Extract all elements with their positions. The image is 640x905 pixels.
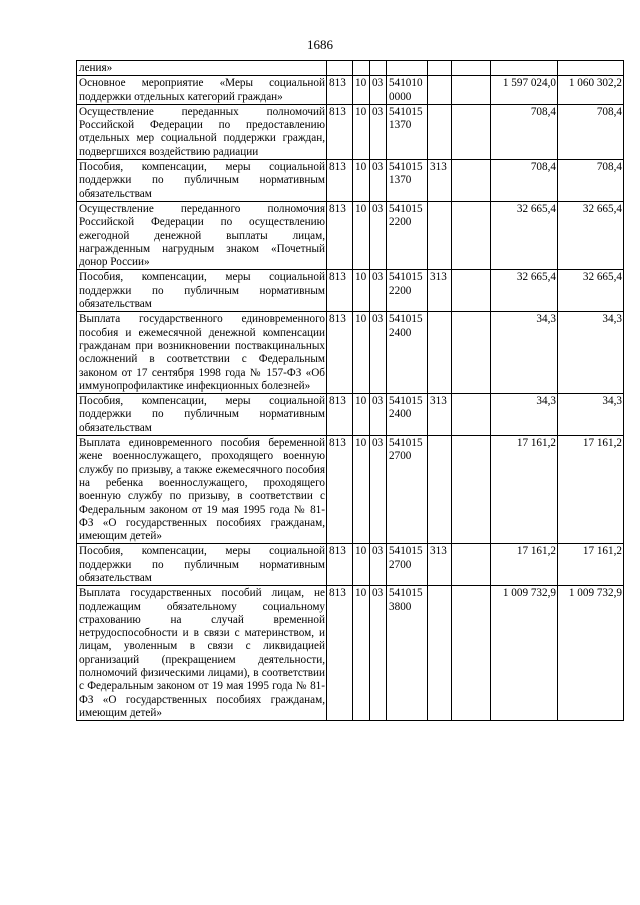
- row-sum-year2: 1 009 732,9: [558, 586, 624, 721]
- row-section-code: 10: [353, 201, 370, 269]
- row-ministry-code: 813: [327, 76, 353, 105]
- row-subsection-code: 03: [370, 160, 387, 202]
- table-row: [77, 201, 624, 269]
- row-ministry-code: [327, 61, 353, 76]
- row-empty-cell: [452, 201, 491, 269]
- table-body: [77, 61, 624, 721]
- row-sum-year2: [558, 61, 624, 76]
- table-row: [77, 160, 624, 202]
- row-sum-year1: 17 161,2: [491, 544, 558, 586]
- row-empty-cell: [452, 61, 491, 76]
- row-sum-year1: 34,3: [491, 394, 558, 436]
- row-sum-year1: 1 009 732,9: [491, 586, 558, 721]
- row-sum-year1: 1 597 024,0: [491, 76, 558, 105]
- row-target-code-part1: 541015: [389, 395, 423, 408]
- row-target-code-part1: 541015: [389, 437, 423, 450]
- row-ministry-code: 813: [327, 436, 353, 544]
- row-sum-year2: 708,4: [558, 104, 624, 159]
- row-empty-cell: [452, 544, 491, 586]
- table-row: [77, 586, 624, 721]
- row-target-code-part2: 2700: [389, 450, 412, 463]
- row-section-code: 10: [353, 544, 370, 586]
- row-empty-cell: [452, 586, 491, 721]
- table-row: [77, 61, 624, 76]
- row-name: Осуществление переданных полномочий Российской Федерации по предоставлению отдельных мер социальной поддержки граждан, подвергшихся воздействию радиации: [77, 104, 327, 159]
- row-sum-year2: 34,3: [558, 312, 624, 394]
- row-target-code: [387, 586, 428, 721]
- row-target-code-part1: 541015: [389, 202, 423, 215]
- table-row: [77, 436, 624, 544]
- row-expense-type: 313: [428, 394, 452, 436]
- row-expense-type: [428, 436, 452, 544]
- row-sum-year2: 1 060 302,2: [558, 76, 624, 105]
- row-target-code-part2: 0000: [389, 90, 412, 103]
- row-empty-cell: [452, 394, 491, 436]
- row-sum-year1: 708,4: [491, 104, 558, 159]
- row-section-code: 10: [353, 270, 370, 312]
- row-ministry-code: 813: [327, 312, 353, 394]
- row-name: Пособия, компенсации, меры социальной поддержки по публичным нормативным обязательствам: [77, 544, 327, 586]
- row-section-code: [353, 61, 370, 76]
- row-expense-type: [428, 61, 452, 76]
- row-sum-year1: 34,3: [491, 312, 558, 394]
- row-target-code: [387, 312, 428, 394]
- row-sum-year2: 32 665,4: [558, 201, 624, 269]
- row-empty-cell: [452, 436, 491, 544]
- row-sum-year2: 17 161,2: [558, 544, 624, 586]
- row-empty-cell: [452, 312, 491, 394]
- row-name: Выплата государственных пособий лицам, не подлежащим обязательному социальному страхованию на случай временной нетрудоспособности и в связи с материнством, и лицам, уволенным в связи с ликвидацией организаций (прекращением деятельности, полномочий физическими лицами), в соответствии с Федеральным законом от 19 мая 1995 года № 81-ФЗ «О государственных пособиях гражданам, имеющим детей»: [77, 586, 327, 721]
- row-subsection-code: 03: [370, 76, 387, 105]
- row-target-code: [387, 394, 428, 436]
- row-subsection-code: 03: [370, 104, 387, 159]
- table-row: [77, 104, 624, 159]
- row-sum-year2: 17 161,2: [558, 436, 624, 544]
- row-target-code-part1: 541015: [389, 545, 423, 558]
- row-sum-year2: 32 665,4: [558, 270, 624, 312]
- row-sum-year1: 17 161,2: [491, 436, 558, 544]
- table-row: [77, 394, 624, 436]
- row-ministry-code: 813: [327, 160, 353, 202]
- row-subsection-code: 03: [370, 586, 387, 721]
- row-section-code: 10: [353, 160, 370, 202]
- row-target-code-part1: 541015: [389, 271, 423, 284]
- row-expense-type: [428, 76, 452, 105]
- row-target-code-part2: 2200: [389, 216, 412, 229]
- row-section-code: 10: [353, 76, 370, 105]
- row-target-code-part2: 3800: [389, 600, 412, 613]
- row-expense-type: [428, 312, 452, 394]
- row-target-code: [387, 61, 428, 76]
- row-target-code-part1: 541010: [389, 77, 423, 90]
- table-row: [77, 76, 624, 105]
- row-sum-year1: [491, 61, 558, 76]
- row-target-code-part1: 541015: [389, 105, 423, 118]
- row-subsection-code: 03: [370, 544, 387, 586]
- row-expense-type: [428, 201, 452, 269]
- row-target-code-part1: 541015: [389, 587, 423, 600]
- row-name: Выплата государственного единовременного пособия и ежемесячной денежной компенсации гражданам при возникновении поствакцинальных осложнений в соответствии с Федеральным законом от 17 сентября 1998 года № 157-ФЗ «Об иммунопрофилактике инфекционных болезней»: [77, 312, 327, 394]
- table-row: [77, 544, 624, 586]
- table-row: [77, 270, 624, 312]
- row-name: Пособия, компенсации, меры социальной поддержки по публичным нормативным обязательствам: [77, 160, 327, 202]
- row-target-code-part1: 541015: [389, 313, 423, 326]
- row-ministry-code: 813: [327, 544, 353, 586]
- row-expense-type: [428, 104, 452, 159]
- row-ministry-code: 813: [327, 104, 353, 159]
- row-subsection-code: [370, 61, 387, 76]
- row-name: Основное мероприятие «Меры социальной поддержки отдельных категорий граждан»: [77, 76, 327, 105]
- row-sum-year1: 32 665,4: [491, 270, 558, 312]
- row-target-code: [387, 76, 428, 105]
- row-empty-cell: [452, 104, 491, 159]
- row-subsection-code: 03: [370, 312, 387, 394]
- row-subsection-code: 03: [370, 201, 387, 269]
- row-empty-cell: [452, 270, 491, 312]
- row-subsection-code: 03: [370, 436, 387, 544]
- row-empty-cell: [452, 160, 491, 202]
- row-subsection-code: 03: [370, 270, 387, 312]
- budget-table: [76, 60, 624, 721]
- row-target-code-part2: 2400: [389, 326, 412, 339]
- row-sum-year2: 34,3: [558, 394, 624, 436]
- row-sum-year1: 708,4: [491, 160, 558, 202]
- row-target-code-part2: 1370: [389, 174, 412, 187]
- row-target-code: [387, 436, 428, 544]
- row-target-code: [387, 104, 428, 159]
- row-section-code: 10: [353, 436, 370, 544]
- row-name: Пособия, компенсации, меры социальной поддержки по публичным нормативным обязательствам: [77, 394, 327, 436]
- row-section-code: 10: [353, 104, 370, 159]
- row-target-code-part2: 2700: [389, 558, 412, 571]
- row-target-code: [387, 201, 428, 269]
- row-subsection-code: 03: [370, 394, 387, 436]
- row-name: Пособия, компенсации, меры социальной поддержки по публичным нормативным обязательствам: [77, 270, 327, 312]
- row-section-code: 10: [353, 394, 370, 436]
- row-ministry-code: 813: [327, 201, 353, 269]
- row-expense-type: 313: [428, 160, 452, 202]
- row-empty-cell: [452, 76, 491, 105]
- row-sum-year1: 32 665,4: [491, 201, 558, 269]
- row-name: Выплата единовременного пособия беременной жене военнослужащего, проходящего военную службу по призыву, а также ежемесячного пособия на ребенка военнослужащего, проходящего военную службу по призыву, в соответствии с Федеральным законом от 19 мая 1995 года № 81-ФЗ «О государственных пособиях гражданам, имеющим детей»: [77, 436, 327, 544]
- row-ministry-code: 813: [327, 586, 353, 721]
- row-section-code: 10: [353, 586, 370, 721]
- row-name: ления»: [77, 61, 327, 76]
- row-target-code: [387, 544, 428, 586]
- row-expense-type: 313: [428, 270, 452, 312]
- row-ministry-code: 813: [327, 270, 353, 312]
- page-number: 1686: [307, 37, 333, 52]
- row-target-code-part2: 1370: [389, 119, 412, 132]
- table-row: [77, 312, 624, 394]
- row-expense-type: [428, 586, 452, 721]
- row-ministry-code: 813: [327, 394, 353, 436]
- row-target-code-part2: 2200: [389, 284, 412, 297]
- row-target-code-part2: 2400: [389, 408, 412, 421]
- row-sum-year2: 708,4: [558, 160, 624, 202]
- row-target-code: [387, 160, 428, 202]
- row-target-code: [387, 270, 428, 312]
- row-target-code-part1: 541015: [389, 161, 423, 174]
- row-expense-type: 313: [428, 544, 452, 586]
- row-section-code: 10: [353, 312, 370, 394]
- row-name: Осуществление переданного полномочия Российской Федерации по осуществлению ежегодной денежной выплаты лицам, награжденным нагрудным знаком «Почетный донор России»: [77, 201, 327, 269]
